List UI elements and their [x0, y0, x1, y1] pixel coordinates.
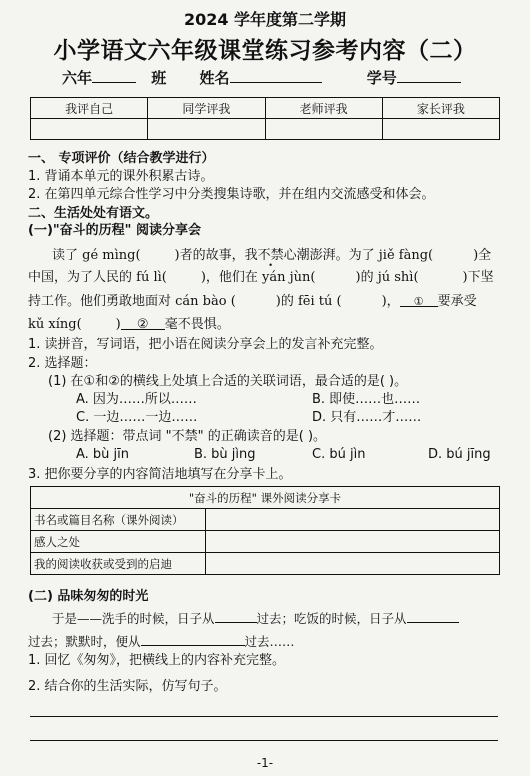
section-1-heading: (一)"奋斗的历程" 阅读分享会 [28, 223, 201, 238]
part2-heading: 二、生活处处有语文。 [28, 206, 159, 221]
section-2-heading: (二) 品味匆匆的时光 [28, 589, 149, 604]
connector-blank-1[interactable]: ① [400, 294, 438, 307]
option-2-1-b[interactable]: B. 即使……也…… [312, 392, 421, 407]
part1-heading: 一、 专项评价（结合教学进行） [28, 151, 215, 166]
class-label: 班 [151, 69, 167, 87]
id-label: 学号 [366, 69, 397, 87]
passage-line-1: 读了 gé mìng( )者的故事，我不禁心潮澎湃。为了 jiě fàng( )全 [52, 248, 492, 263]
option-2-2-d[interactable]: D. bú jīng [428, 447, 491, 462]
grade-blank[interactable] [92, 70, 136, 83]
passage-line-3: 持工作。他们勇敢地面对 cán bào ( )的 fēi tú ( )， ① 要承受 [28, 294, 477, 309]
name-blank[interactable] [230, 70, 322, 83]
page-number: -1- [256, 756, 274, 770]
option-2-1-a[interactable]: A. 因为……所以…… [76, 392, 197, 407]
time-blank-2[interactable] [407, 610, 459, 623]
answer-line-1[interactable] [30, 716, 498, 717]
option-2-2-b[interactable]: B. bù jìng [194, 447, 256, 462]
name-label: 姓名 [199, 69, 230, 87]
section-2-q1: 1. 回忆《匆匆》，把横线上的内容补充完整。 [28, 653, 286, 668]
connector-blank-2[interactable]: ② [121, 317, 165, 330]
question-1: 1. 读拼音，写词语，把小语在阅读分享会上的发言补充完整。 [28, 337, 383, 352]
share-card-table [30, 486, 500, 575]
emphasized-word-bujin: 不禁 [257, 248, 284, 263]
option-2-1-d[interactable]: D. 只有……才…… [312, 410, 422, 425]
card-row-gain-label: 我的阅读收获或受到的启迪 [31, 553, 206, 575]
part1-item1: 1. 背诵本单元的课外积累古诗。 [28, 169, 214, 184]
eval-parent: 家长评我 [382, 98, 499, 119]
time-line-1: 于是——洗手的时候，日子从 过去；吃饭的时候，日子从 [52, 609, 459, 627]
eval-teacher: 老师评我 [265, 98, 382, 119]
evaluation-table [30, 97, 500, 140]
passage-line-2: 中国，为了人民的 fú lì( )，他们在 yán jùn( )的 jú shì( )下坚 [28, 270, 494, 285]
card-row-book-input[interactable] [206, 509, 500, 531]
section-2-q2: 2. 结合你的生活实际，仿写句子。 [28, 679, 227, 694]
id-blank[interactable] [397, 70, 461, 83]
student-info-row [62, 70, 461, 86]
answer-line-2[interactable] [30, 740, 498, 741]
eval-peer: 同学评我 [148, 98, 265, 119]
question-3: 3. 把你要分享的内容简洁地填写在分享卡上。 [28, 467, 292, 482]
question-2-1: (1) 在①和②的横线上处填上合适的关联词语，最合适的是( )。 [48, 374, 408, 389]
eval-self: 我评自己 [31, 98, 148, 119]
passage-line-4: kǔ xíng( ) ② 毫不畏惧。 [28, 317, 230, 332]
eval-teacher-cell[interactable] [265, 119, 382, 140]
option-2-2-a[interactable]: A. bù jīn [76, 447, 130, 462]
question-2-2: (2) 选择题：带点词 "不禁" 的正确读音的是( )。 [48, 429, 327, 444]
part1-item2: 2. 在第四单元综合性学习中分类搜集诗歌，并在组内交流感受和体会。 [28, 187, 435, 202]
time-line-2: 过去；默默时，便从 过去…… [28, 634, 295, 649]
eval-self-cell[interactable] [31, 119, 148, 140]
share-card-title: "奋斗的历程" 课外阅读分享卡 [31, 487, 500, 509]
eval-parent-cell[interactable] [382, 119, 499, 140]
time-blank-3[interactable] [141, 633, 245, 646]
card-row-touching-label: 感人之处 [31, 531, 206, 553]
page-title: 小学语文六年级课堂练习参考内容（二） [53, 38, 477, 64]
grade-label: 六年 [62, 69, 93, 87]
card-row-gain-input[interactable] [206, 553, 500, 575]
question-2: 2. 选择题： [28, 356, 97, 371]
card-row-book-label: 书名或篇目名称（课外阅读） [31, 509, 206, 531]
card-row-touching-input[interactable] [206, 531, 500, 553]
eval-peer-cell[interactable] [148, 119, 265, 140]
option-2-2-c[interactable]: C. bú jìn [312, 447, 366, 462]
time-blank-1[interactable] [215, 610, 257, 623]
option-2-1-c[interactable]: C. 一边……一边…… [76, 410, 198, 425]
school-year: 2024 学年度第二学期 [183, 10, 347, 29]
